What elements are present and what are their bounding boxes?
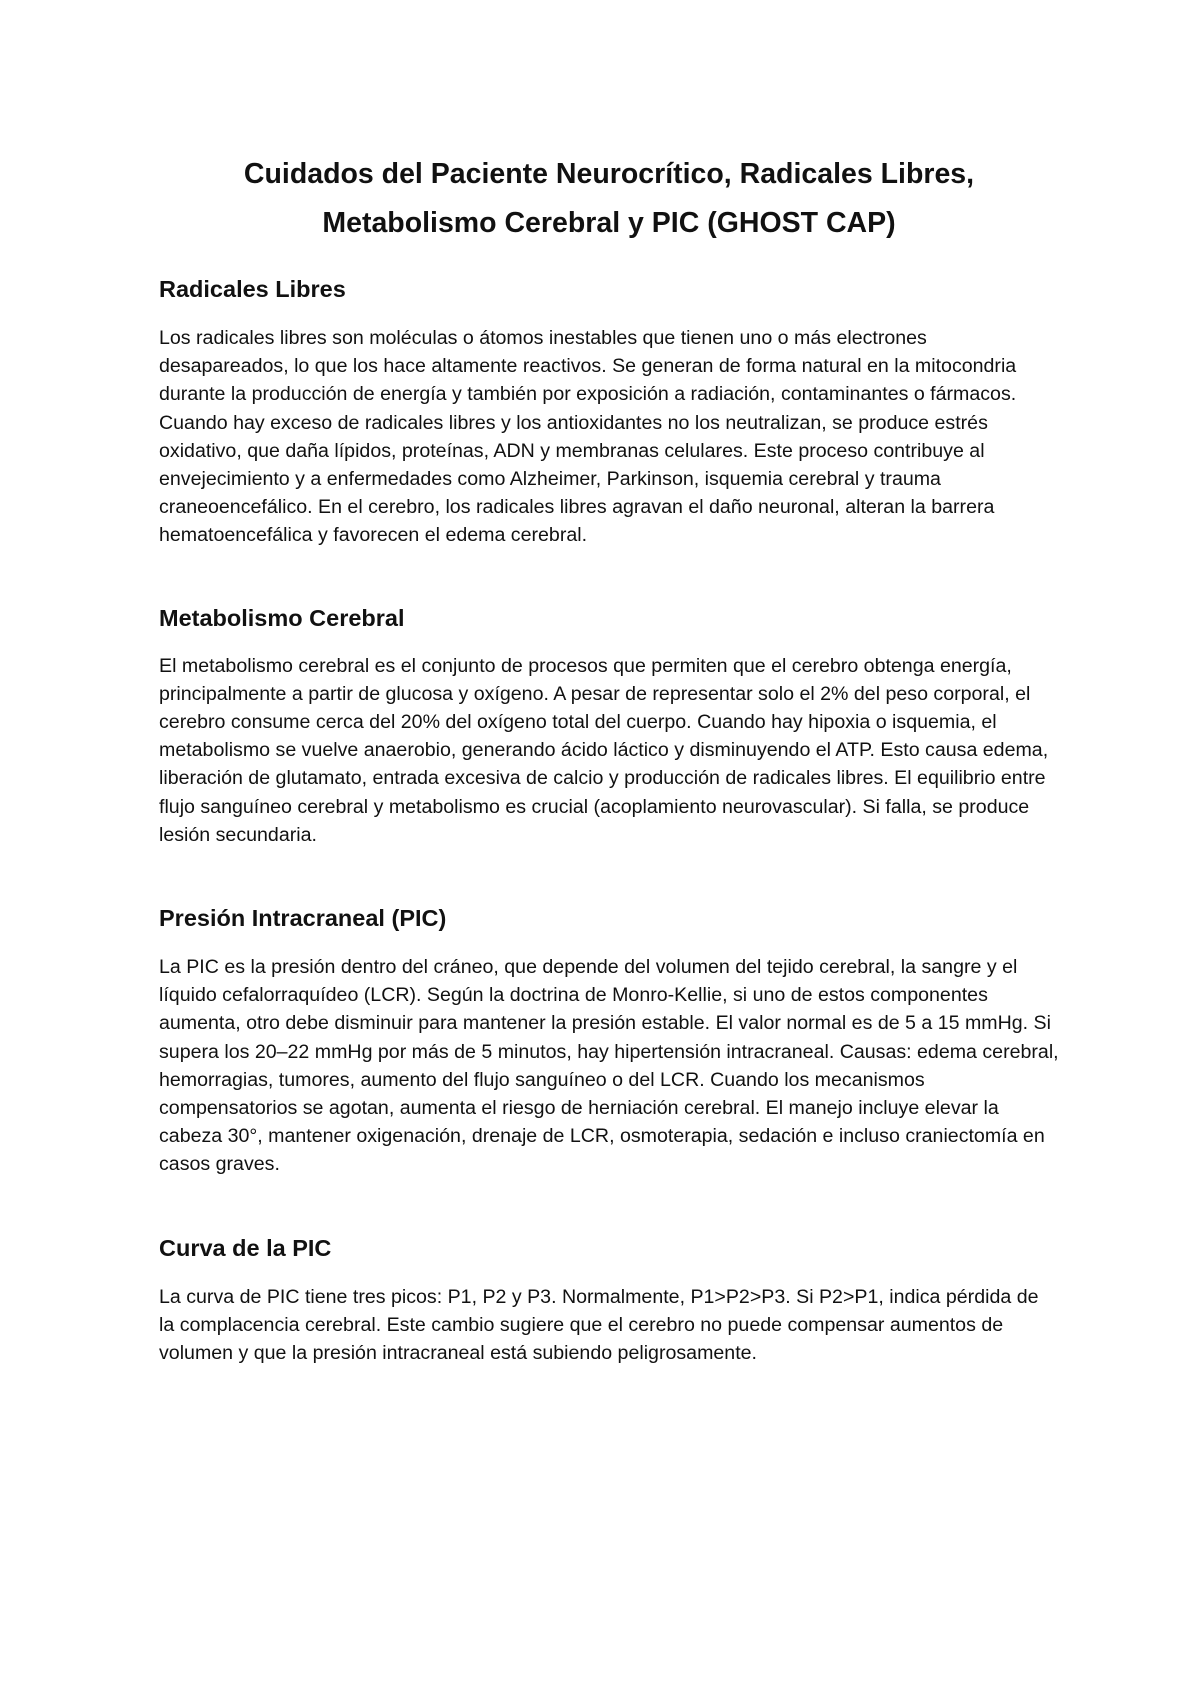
section-heading: Curva de la PIC — [159, 1234, 332, 1261]
section-heading: Presión Intracraneal (PIC) — [159, 905, 447, 932]
section-paragraph: Los radicales libres son moléculas o átomos inestables que tienen uno o más electrones desapareados, lo que los hace altamente reactivos. Se generan de forma natural en la mitocondria durante la producción de energía y también por exposición a radiación, contaminantes o fármacos. Cuando hay exceso de radicales libres y los antioxidantes no los neutralizan, se produce estrés oxidativo, que daña lípidos, proteínas, ADN y membranas celulares. Este proceso contribuye al envejecimiento y a enfermedades como Alzheimer, Parkinson, isquemia cerebral y trauma craneoencefálico. En el cerebro, los radicales libres agravan el daño neuronal, alteran la barrera hematoencefálica y favorecen el edema cerebral. — [159, 327, 1017, 547]
section-presion-intracraneal — [159, 903, 1059, 1179]
section-heading: Radicales Libres — [159, 276, 346, 302]
section-curva-pic — [159, 1233, 1059, 1368]
section-paragraph: El metabolismo cerebral es el conjunto de procesos que permiten que el cerebro obtenga energía, principalmente a partir de glucosa y oxígeno. A pesar de representar solo el 2% del peso corporal, el cerebro consume cerca del 20% del oxígeno total del cuerpo. Cuando hay hipoxia o isquemia, el metabolismo se vuelve anaerobio, generando ácido láctico y disminuyendo el ATP. Esto causa edema, liberación de glutamato, entrada excesiva de calcio y producción de radicales libres. El equilibrio entre flujo sanguíneo cerebral y metabolismo es crucial (acoplamiento neurovascular). Si falla, se produce lesión secundaria. — [159, 654, 1049, 846]
document-page — [159, 150, 1059, 1367]
document-title: Cuidados del Paciente Neurocrítico, Radicales Libres, Metabolismo Cerebral y PIC (GHOST CAP) — [243, 158, 975, 239]
section-paragraph: La curva de PIC tiene tres picos: P1, P2 y P3. Normalmente, P1>P2>P3. Si P2>P1, indica pérdida de la complacencia cerebral. Este cambio sugiere que el cerebro no puede compensar aumentos de volumen y que la presión intracraneal está subiendo peligrosamente. — [159, 1285, 1039, 1365]
section-metabolismo-cerebral — [159, 603, 1059, 849]
section-radicales-libres — [159, 274, 1059, 550]
section-heading: Metabolismo Cerebral — [159, 604, 405, 631]
section-paragraph: La PIC es la presión dentro del cráneo, que depende del volumen del tejido cerebral, la sangre y el líquido cefalorraquídeo (LCR). Según la doctrina de Monro-Kellie, si uno de estos componentes aumenta, otro debe disminuir para mantener la presión estable. El valor normal es de 5 a 15 mmHg. Si supera los 20–22 mmHg por más de 5 minutos, hay hipertensión intracraneal. Causas: edema cerebral, hemorragias, tumores, aumento del flujo sanguíneo o del LCR. Cuando los mecanismos compensatorios se agotan, aumenta el riesgo de herniación cerebral. El manejo incluye elevar la cabeza 30°, mantener oxigenación, drenaje de LCR, osmoterapia, sedación e incluso craniectomía en casos graves. — [159, 956, 1059, 1176]
